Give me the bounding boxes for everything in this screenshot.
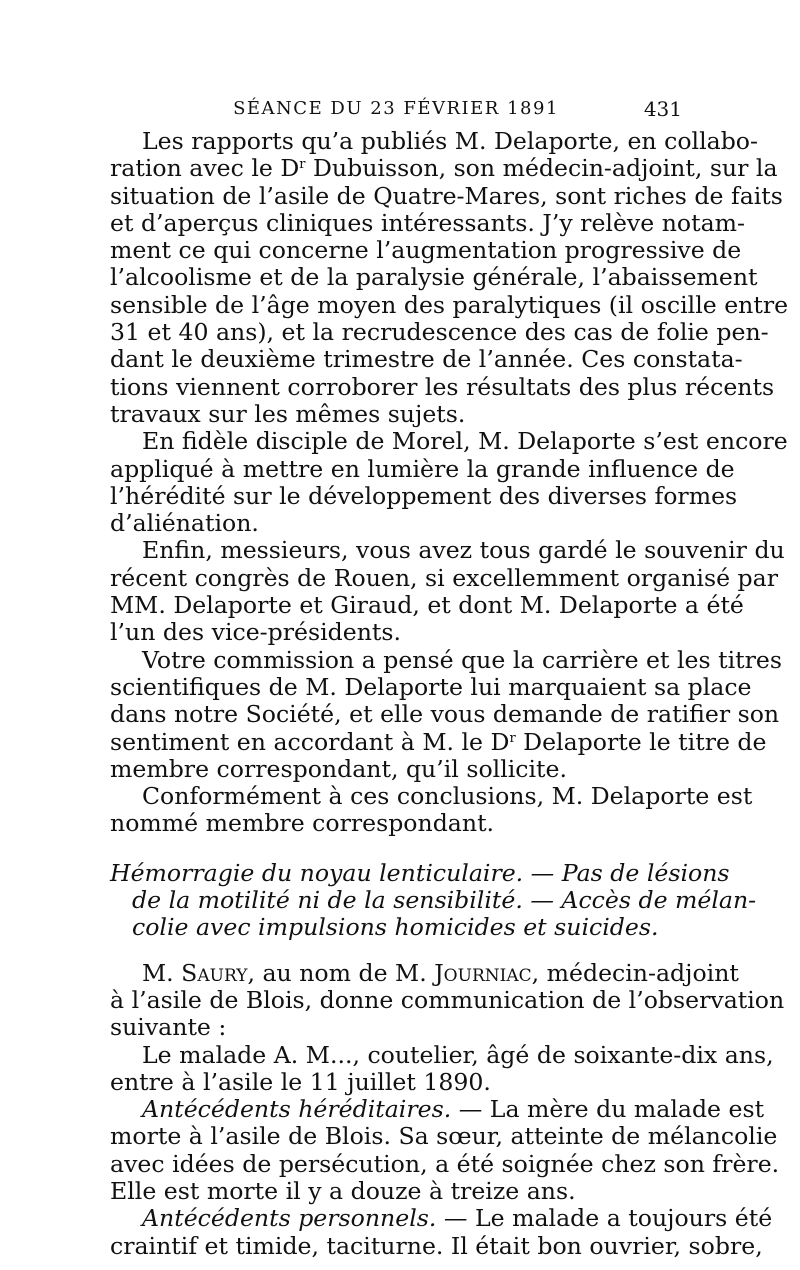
text-line: Antécédents personnels. — Le malade a toujours été [142, 1204, 773, 1233]
text-line: ration avec le $D^r$ Dubuisson, son médecin-adjoint, sur la [110, 154, 778, 183]
section-spacer [110, 838, 682, 860]
text-line: et d’aperçus cliniques intéressants. J’y relève notam- [110, 208, 746, 237]
text-line: l’un des vice-présidents. [110, 618, 401, 647]
text-line: l’alcoolisme et de la paralysie générale, l’abaissement [110, 263, 758, 292]
text-line: membre correspondant, qu’il sollicite. [110, 754, 567, 783]
subheading: Antécédents personnels. [142, 1204, 437, 1233]
paragraph [110, 427, 788, 538]
page-body [110, 127, 789, 1260]
paragraph [110, 127, 789, 428]
text-line: suivante : [110, 1013, 227, 1042]
page-number: 431 [643, 97, 682, 121]
text-line: récent congrès de Rouen, si excellemment organisé par [110, 563, 778, 592]
text-line: scientifiques de M. Delaporte lui marquaient sa place [110, 672, 752, 701]
text-line: avec idées de persécution, a été soignée chez son frère. [110, 1149, 780, 1178]
paragraph [110, 536, 785, 647]
paragraph [110, 1040, 774, 1097]
author-name: Saury [181, 958, 248, 987]
section-title-line: de la motilité ni de la sensibilité. — Accès de mélan- [132, 886, 757, 915]
text-line: entre à l’asile le 11 juillet 1890. [110, 1067, 491, 1096]
text-line: Votre commission a pensé que la carrière et les titres [142, 645, 782, 674]
text-line: situation de l’asile de Quatre-Mares, sont riches de faits [110, 181, 783, 210]
text-line: Enfin, messieurs, vous avez tous gardé le souvenir du [142, 536, 785, 565]
paragraph [110, 782, 753, 838]
section-title-line: Hémorragie du noyau lenticulaire. — Pas de lésions [110, 858, 730, 887]
text-line: Elle est morte il y a douze à treize ans. [110, 1176, 576, 1205]
author-name: Journiac [434, 958, 532, 987]
running-title: SÉANCE DU 23 FÉVRIER 1891 [233, 98, 559, 119]
text-line: Conformément à ces conclusions, M. Delaporte est [142, 782, 753, 811]
text-line: MM. Delaporte et Giraud, et dont M. Delaporte a été [110, 591, 744, 620]
section-title [110, 858, 757, 942]
section-title-line: colie avec impulsions homicides et suicides. [132, 913, 659, 942]
text-line: En fidèle disciple de Morel, M. Delaporte s’est encore [142, 427, 788, 456]
paragraph [110, 645, 782, 783]
section-spacer [110, 942, 682, 960]
text-line: l’hérédité sur le développement des diverses formes [110, 481, 738, 510]
text-line: sensible de l’âge moyen des paralytiques (il oscille entre [110, 290, 789, 319]
text-line: dans notre Société, et elle vous demande de ratifier son [110, 700, 780, 729]
text-line: Le malade A. M..., coutelier, âgé de soixante-dix ans, [142, 1040, 774, 1069]
text-line: travaux sur les mêmes sujets. [110, 399, 466, 428]
text-line: Antécédents héréditaires. — La mère du malade est [142, 1095, 765, 1124]
paragraph [110, 1095, 780, 1205]
text-line: craintif et timide, taciturne. Il était bon ouvrier, sobre, [110, 1231, 763, 1260]
book-page [110, 0, 789, 1270]
text-line: 31 et 40 ans), et la recrudescence des cas de folie pen- [110, 318, 769, 347]
running-head [110, 96, 682, 122]
text-line: M. Saury, au nom de M. Journiac, médecin-adjoint [142, 958, 739, 987]
text-line: d’aliénation. [110, 509, 259, 538]
paragraph [110, 1204, 773, 1260]
text-line: nommé membre correspondant. [110, 809, 495, 838]
text-line: Les rapports qu’a publiés M. Delaporte, en collabo- [142, 127, 758, 155]
paragraph [110, 958, 785, 1042]
text-line: tions viennent corroborer les résultats des plus récents [110, 372, 775, 401]
text-line: appliqué à mettre en lumière la grande influence de [110, 454, 735, 483]
text-line: morte à l’asile de Blois. Sa sœur, atteinte de mélancolie [110, 1122, 778, 1151]
text-line: ment ce qui concerne l’augmentation progressive de [110, 236, 742, 265]
text-line: à l’asile de Blois, donne communication de l’observation [110, 985, 785, 1014]
text-line: dant le deuxième trimestre de l’année. Ces constata- [110, 345, 743, 374]
text-line: sentiment en accordant à M. le $D^r$ Delaporte le titre de [110, 727, 767, 756]
subheading: Antécédents héréditaires. [142, 1095, 452, 1124]
